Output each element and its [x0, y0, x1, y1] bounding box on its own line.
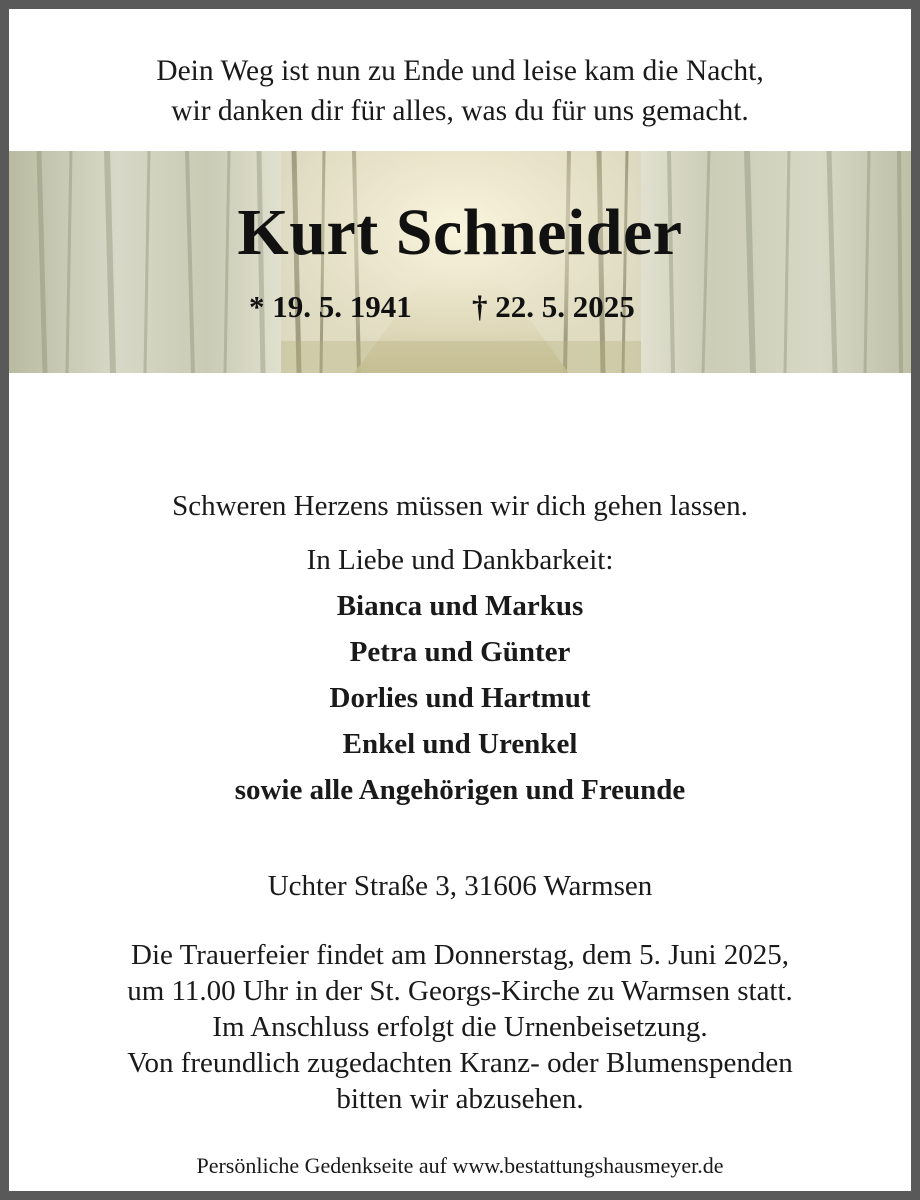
death-date: † 22. 5. 2025 — [472, 289, 635, 324]
mourners-lead: In Liebe und Dankbarkeit: — [306, 544, 614, 576]
poem-line-2: wir danken dir für alles, was du für uns gemacht. — [171, 95, 749, 127]
service-line: Die Trauerfeier findet am Donnerstag, dem 5. Juni 2025, — [131, 939, 789, 971]
poem — [9, 51, 911, 131]
mourner-name: Enkel und Urenkel — [342, 728, 578, 760]
service-line: um 11.00 Uhr in der St. Georgs-Kirche zu Warmsen statt. — [127, 975, 793, 1007]
mourner-name: Dorlies und Hartmut — [329, 682, 591, 714]
mourner-name: Bianca und Markus — [336, 590, 584, 622]
mourner-name: Petra und Günter — [349, 636, 571, 668]
service-line: Von freundlich zugedachten Kranz- oder Blumenspenden — [127, 1047, 793, 1079]
service-info — [9, 937, 911, 1117]
mourner-name: sowie alle Angehörigen und Freunde — [234, 774, 686, 806]
intro-text: Schweren Herzens müssen wir dich gehen lassen. — [172, 490, 748, 522]
address: Uchter Straße 3, 31606 Warmsen — [267, 870, 653, 902]
memorial-page-note: Persönliche Gedenkseite auf www.bestattungshausmeyer.de — [196, 1153, 724, 1178]
poem-line-1: Dein Weg ist nun zu Ende und leise kam die Nacht, — [156, 55, 764, 87]
birth-date: * 19. 5. 1941 — [249, 289, 412, 324]
service-line: Im Anschluss erfolgt die Urnenbeisetzung. — [212, 1011, 708, 1043]
deceased-name: Kurt Schneider — [237, 196, 683, 269]
service-line: bitten wir abzusehen. — [336, 1083, 584, 1115]
